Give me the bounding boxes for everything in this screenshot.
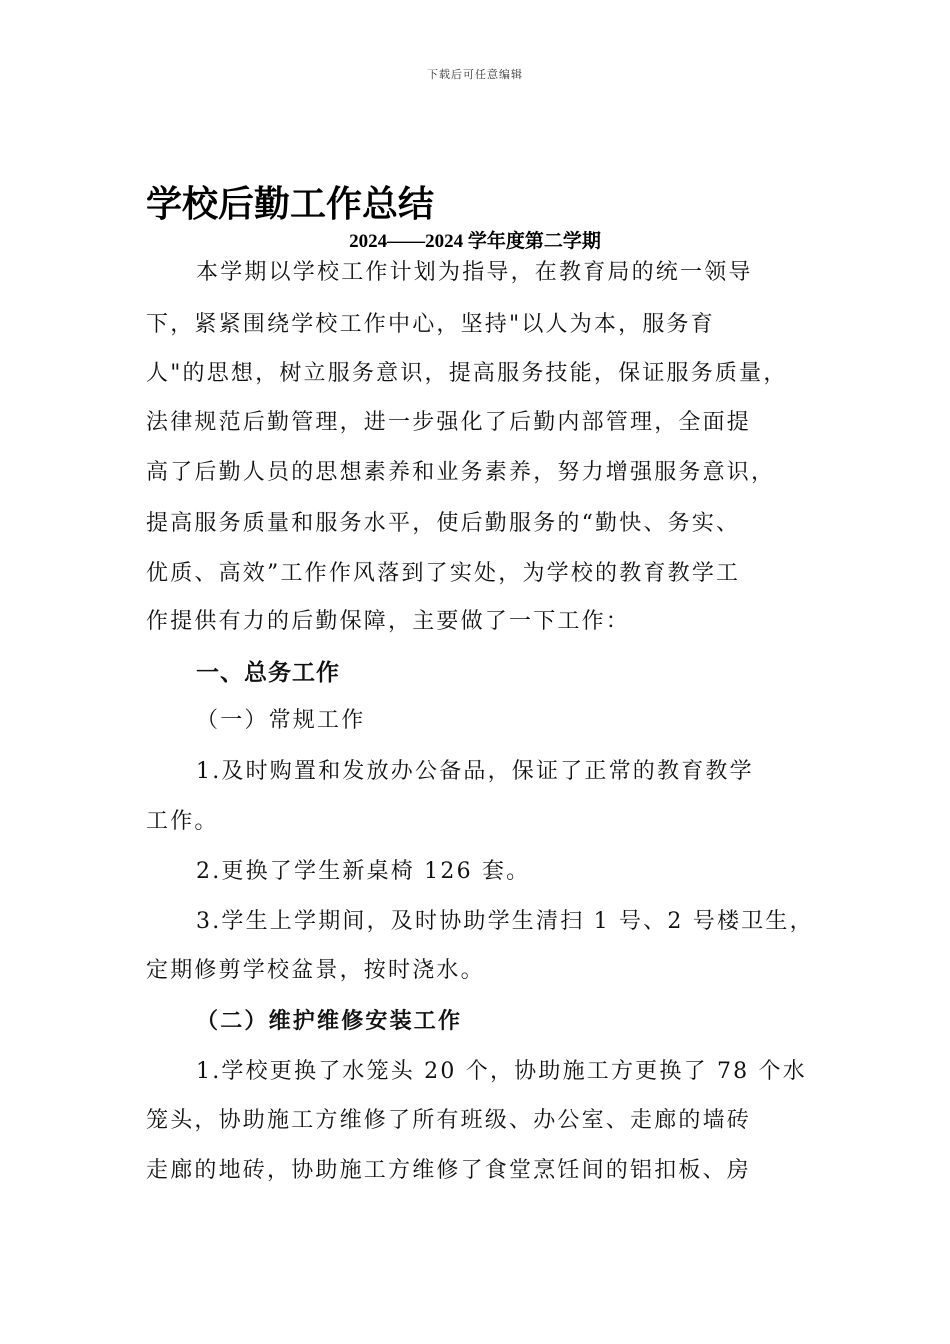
intro-line: 提高服务质量和服务水平，使后勤服务的“勤快、务实、 (146, 511, 741, 536)
subsection-heading: （二）维护维修安装工作 (196, 1008, 463, 1034)
document-subtitle: 2024——2024 学年度第二学期 (349, 231, 601, 252)
list-item-line: 工作。 (146, 809, 219, 834)
list-item-line: 笼头，协助施工方维修了所有班级、办公室、走廊的墙砖 (146, 1108, 752, 1133)
document-title: 学校后勤工作总结 (146, 184, 435, 225)
intro-line: 高了后勤人员的思想素养和业务素养，努力增强服务意识， (146, 460, 776, 485)
list-item-line: 3.学生上学期间，及时协助学生清扫 1 号、2 号楼卫生， (196, 909, 814, 934)
list-item-line: 走廊的地砖，协助施工方维修了食堂烹饪间的铝扣板、房 (146, 1158, 752, 1183)
list-item-line: 2.更换了学生新桌椅 126 套。 (196, 859, 531, 884)
subsection-heading: （一）常规工作 (196, 708, 366, 733)
header-note: 下载后可任意编辑 (427, 68, 523, 81)
list-item-line: 1.及时购置和发放办公备品，保证了正常的教育教学 (196, 759, 754, 784)
list-item-line: 定期修剪学校盆景，按时浇水。 (146, 958, 485, 983)
intro-line: 人"的思想，树立服务意识，提高服务技能，保证服务质量， (146, 361, 788, 386)
intro-line: 优质、高效”工作作风落到了实处，为学校的教育教学工 (146, 561, 741, 586)
intro-line: 下，紧紧围绕学校工作中心，坚持"以人为本，服务育 (146, 312, 715, 337)
list-item-line: 1.学校更换了水笼头 20 个，协助施工方更换了 78 个水 (196, 1059, 807, 1084)
section-heading: 一、总务工作 (196, 660, 340, 686)
intro-line: 作提供有力的后勤保障，主要做了一下工作： (146, 609, 631, 634)
intro-line: 法律规范后勤管理，进一步强化了后勤内部管理，全面提 (146, 410, 752, 435)
intro-line: 本学期以学校工作计划为指导，在教育局的统一领导 (196, 260, 753, 285)
